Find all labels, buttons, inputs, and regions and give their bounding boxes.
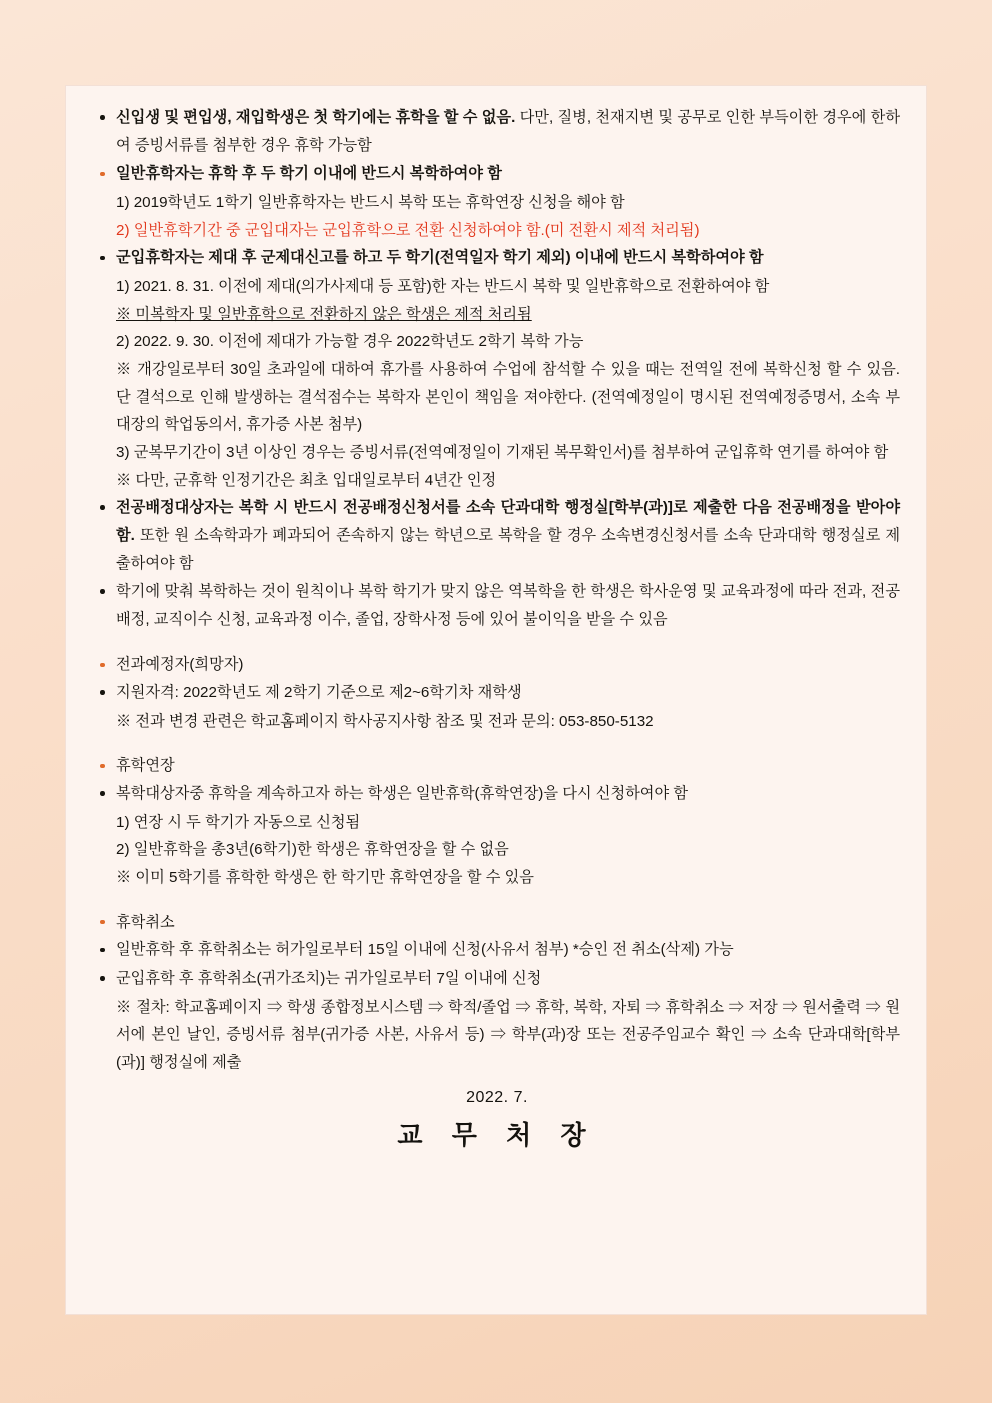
sub-note-four-year-limit: ※ 다만, 군휴학 인정기간은 최초 입대일로부터 4년간 인정 <box>116 471 497 489</box>
bullet-dot-icon <box>100 505 105 510</box>
notice-list <box>94 104 900 188</box>
bullet-dot-icon <box>100 791 105 796</box>
list-item-general-leave <box>94 160 900 188</box>
extension-list <box>94 780 900 808</box>
cancel-list <box>94 936 900 992</box>
sub-item-discharge-2021: 1) 2021. 8. 31. 이전에 제대(의가사제대 등 포함)한 자는 반드시 복학 및 일반휴학으로 전환하여야 함 <box>116 277 770 295</box>
document-page <box>66 86 926 1314</box>
transfer-list <box>94 679 900 707</box>
sub-item-long-service: 3) 군복무기간이 3년 이상인 경우는 증빙서류(전역예정일이 기재된 복무확인서)를 첨부하여 군입휴학 연기를 하여야 함 <box>116 443 889 461</box>
list-item-bold-text: 전공배정대상자는 복학 시 반드시 전공배정신청서를 소속 단과대학 행정실[학부(과)]로 제출한 다음 전공배정을 받아야 함. <box>116 499 900 544</box>
list-item-bold-text: 일반휴학자는 휴학 후 두 학기 이내에 반드시 복학하여야 함 <box>116 165 502 183</box>
list-item-text: 학기에 맞춰 복학하는 것이 원칙이나 복학 학기가 맞지 않은 역복학을 한 학생은 학사운영 및 교육과정에 따라 전과, 전공배정, 교직이수 신청, 교육과정 이수, 졸업, 장학사정 등에 있어 불이익을 받을 수 있음 <box>116 583 900 628</box>
section-title-text: 전과예정자(희망자) <box>116 656 244 674</box>
sub-item-extension-auto: 1) 연장 시 두 학기가 자동으로 신청됨 <box>116 813 361 831</box>
section-title-text: 휴학취소 <box>116 913 175 931</box>
sub-note-vacation-return: ※ 개강일로부터 30일 초과일에 대하여 휴가를 사용하여 수업에 참석할 수 있을 때는 전역일 전에 복학신청 할 수 있음. 단 결석으로 인해 발생하는 결석점수는 복학자 본인이 책임을 져야한다. (전역예정일이 명시된 전역예정증명서, 소속 부대장의 학업동의서, 휴가증 사본 첨부) <box>116 360 900 434</box>
document-body <box>94 104 900 1152</box>
section-title-extension <box>94 752 900 780</box>
list-item-text: 복학대상자중 휴학을 계속하고자 하는 학생은 일반휴학(휴학연장)을 다시 신청하여야 함 <box>116 785 689 803</box>
list-item-major-assignment <box>94 494 900 577</box>
sub-item-2019: 1) 2019학년도 1학기 일반휴학자는 반드시 복학 또는 휴학연장 신청을 해야 함 <box>116 193 625 211</box>
section-title-transfer <box>94 651 900 679</box>
list-item-cancel-general <box>94 936 900 964</box>
list-item-text: 또한 원 소속학과가 폐과되어 존속하지 않는 학년으로 복학을 할 경우 소속변경신청서를 소속 단과대학 행정실로 제출하여야 함 <box>116 526 900 572</box>
list-item-extension-apply <box>94 780 900 808</box>
sub-note-expulsion: ※ 미복학자 및 일반휴학으로 전환하지 않은 학생은 제적 처리됨 <box>116 305 532 323</box>
major-list <box>94 494 900 633</box>
bullet-dot-icon <box>100 976 105 981</box>
signature-name: 교 무 처 장 <box>397 1119 597 1150</box>
sub-item-convert-military: 2) 일반휴학기간 중 군입대자는 군입휴학으로 전환 신청하여야 함.(미 전환시 제적 처리됨) <box>116 221 700 239</box>
section-title-text: 휴학연장 <box>116 757 175 775</box>
bullet-dot-icon <box>100 115 105 120</box>
sub-note-cancel-procedure: ※ 절차: 학교홈페이지 ⇒ 학생 종합정보시스템 ⇒ 학적/졸업 ⇒ 휴학, 복학, 자퇴 ⇒ 휴학취소 ⇒ 저장 ⇒ 원서출력 ⇒ 원서에 본인 날인, 증빙서류 첨부(귀가증 사본, 사유서 등) ⇒ 학부(과)장 또는 전공주임교수 확인 ⇒ 소속 단과대학[학부(과)] 행정실에 제출 <box>116 998 900 1071</box>
sub-item-discharge-2022: 2) 2022. 9. 30. 이전에 제대가 가능할 경우 2022학년도 2학기 복학 가능 <box>116 333 584 351</box>
sub-item-extension-limit: 2) 일반휴학을 총3년(6학기)한 학생은 휴학연장을 할 수 없음 <box>116 841 509 859</box>
bullet-dot-icon <box>100 764 105 769</box>
list-item-cancel-military <box>94 965 900 993</box>
sub-note-extension-five: ※ 이미 5학기를 휴학한 학생은 한 학기만 휴학연장을 할 수 있음 <box>116 869 534 887</box>
signature-date: 2022. 7. <box>466 1088 528 1106</box>
list-item-bold-text: 군입휴학자는 제대 후 군제대신고를 하고 두 학기(전역일자 학기 제외) 이내에 반드시 복학하여야 함 <box>116 249 764 267</box>
list-item-text: 다만, 질병, 천재지변 및 공무로 인한 부득이한 경우에 한하여 증빙서류를 첨부한 경우 휴학 가능함 <box>116 109 900 154</box>
list-item-text: 군입휴학 후 휴학취소(귀가조치)는 귀가일로부터 7일 이내에 신청 <box>116 970 542 988</box>
bullet-dot-icon <box>100 172 105 177</box>
list-item-text: 일반휴학 후 휴학취소는 허가일로부터 15일 이내에 신청(사유서 첨부) *승인 전 취소(삭제) 가능 <box>116 941 734 959</box>
section-title-cancel <box>94 909 900 937</box>
military-list <box>94 244 900 272</box>
bullet-dot-icon <box>100 690 105 695</box>
list-item-bold-text: 신입생 및 편입생, 재입학생은 첫 학기에는 휴학을 할 수 없음. <box>116 109 516 126</box>
bullet-dot-icon <box>100 589 105 594</box>
spacer <box>94 634 900 651</box>
list-item-text: 지원자격: 2022학년도 제 2학기 기준으로 제2~6학기차 재학생 <box>116 684 522 702</box>
bullet-dot-icon <box>100 256 105 261</box>
list-item-transfer-eligibility <box>94 679 900 707</box>
spacer <box>94 735 900 752</box>
bullet-dot-icon <box>100 920 105 925</box>
sub-note-transfer-contact: ※ 전과 변경 관련은 학교홈페이지 학사공지사항 참조 및 전과 문의: 053-850-5132 <box>116 712 654 730</box>
spacer <box>94 892 900 909</box>
list-item-military-leave <box>94 244 900 272</box>
list-item-freshman <box>94 104 900 159</box>
bullet-dot-icon <box>100 948 105 953</box>
bullet-dot-icon <box>100 663 105 668</box>
list-item-reverse-return <box>94 578 900 633</box>
